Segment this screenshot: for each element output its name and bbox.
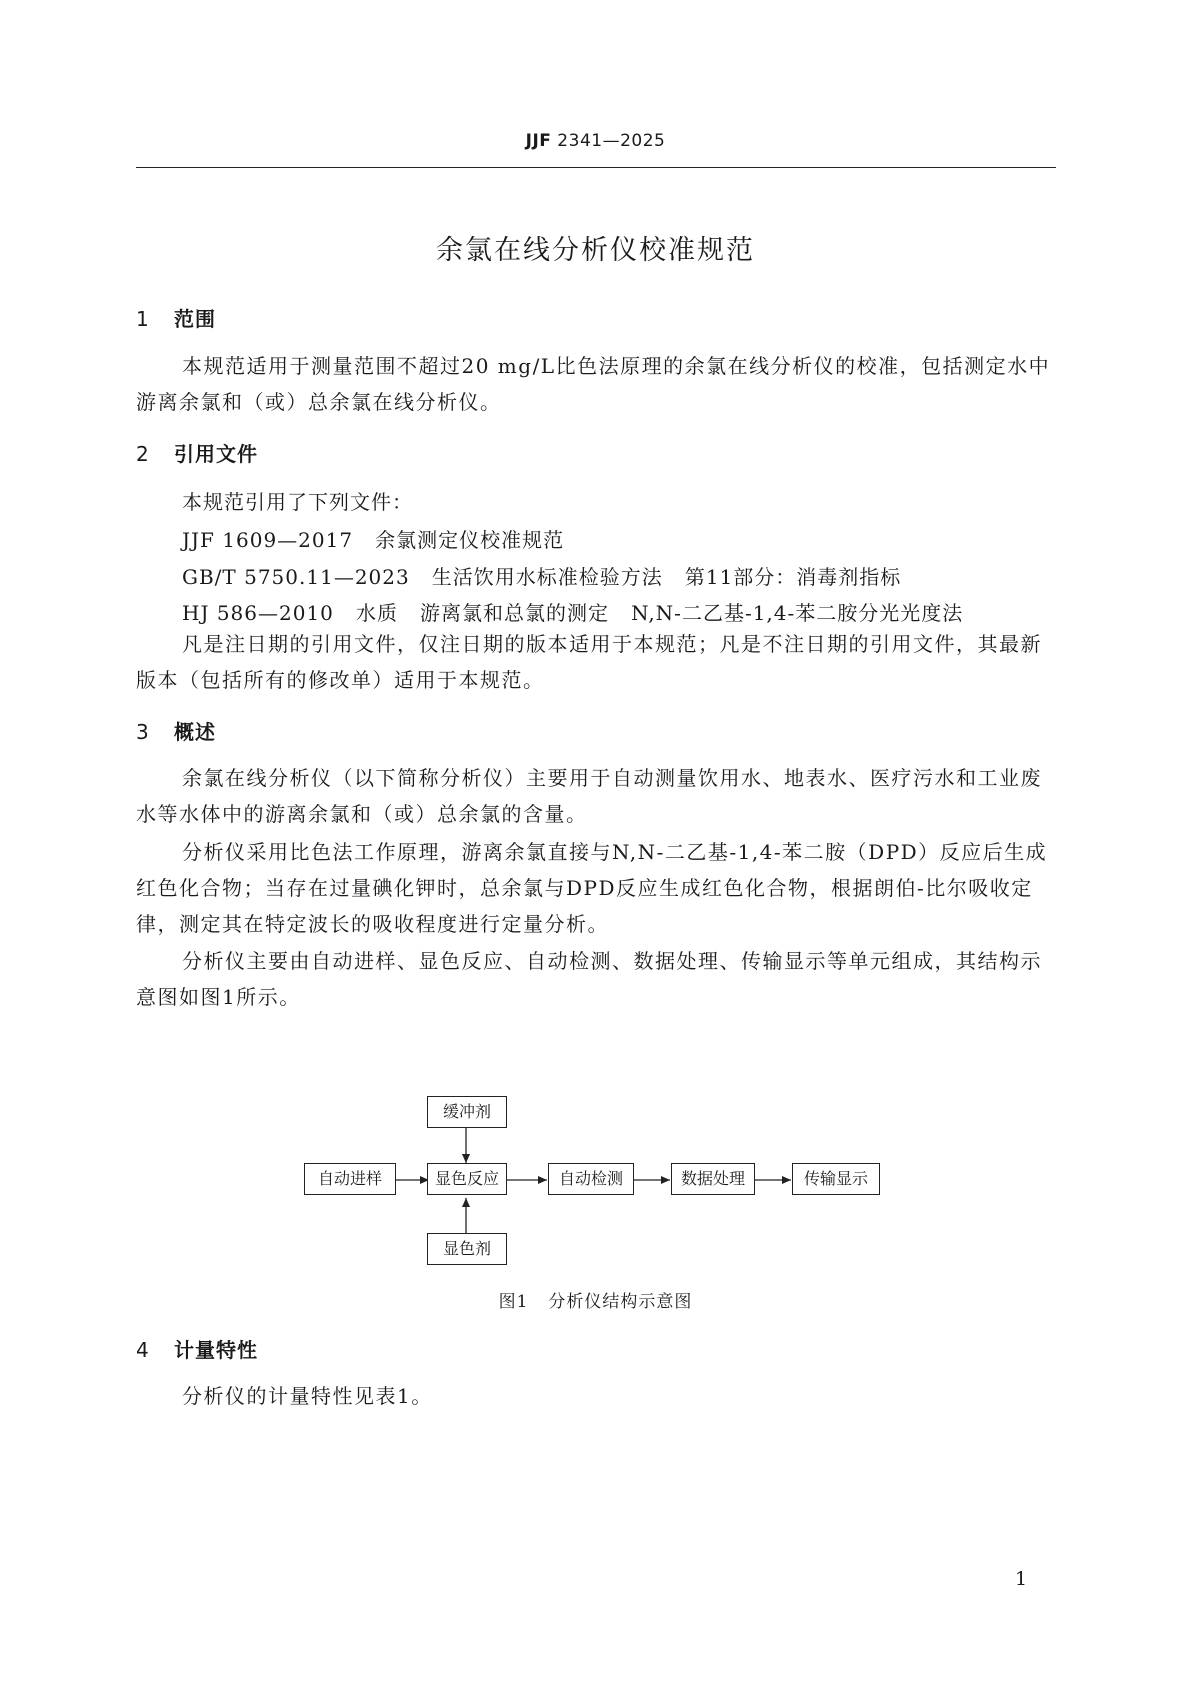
section-title: 概述	[174, 720, 216, 744]
section-title: 范围	[174, 307, 216, 331]
section-number: 4	[136, 1338, 150, 1362]
reference-item: JJF 1609—2017 余氯测定仪校准规范	[182, 528, 565, 552]
paragraph-text: 本规范适用于测量范围不超过20 mg/L比色法原理的余氯在线分析仪的校准，包括测定水中游离余氯和（或）总余氯在线分析仪。	[136, 354, 1051, 414]
paragraph-text: 分析仪的计量特性见表1。	[182, 1384, 433, 1408]
section-3-paragraph-1	[136, 760, 1056, 832]
section-3-paragraph-2	[136, 834, 1056, 942]
section-number: 1	[136, 307, 150, 331]
diagram-box-reagent: 显色剂	[427, 1233, 507, 1265]
paragraph-text: 凡是注日期的引用文件，仅注日期的版本适用于本规范；凡是不注日期的引用文件，其最新版本（包括所有的修改单）适用于本规范。	[136, 632, 1042, 692]
diagram-box-buffer: 缓冲剂	[427, 1096, 507, 1128]
figure-caption	[0, 1287, 1191, 1312]
section-title: 计量特性	[174, 1338, 258, 1362]
section-number: 2	[136, 442, 150, 466]
section-3-paragraph-3	[136, 943, 1056, 1015]
section-4-paragraph	[136, 1378, 1056, 1414]
references-note	[136, 626, 1056, 698]
page-number: 1	[1015, 1568, 1028, 1590]
document-header	[0, 131, 1191, 151]
figure-caption-text: 分析仪结构示意图	[548, 1292, 693, 1312]
section-1-paragraph	[136, 348, 1056, 420]
section-4-heading	[136, 1334, 258, 1363]
section-2-heading	[136, 438, 258, 467]
reference-item: HJ 586—2010 水质 游离氯和总氯的测定 N,N-二乙基-1,4-苯二胺分光光度法	[182, 601, 964, 625]
reference-item: GB/T 5750.11—2023 生活饮用水标准检验方法 第11部分：消毒剂指标	[182, 565, 902, 589]
header-code-number: 2341—2025	[551, 131, 666, 151]
paragraph-text: 分析仪采用比色法工作原理，游离余氯直接与N,N-二乙基-1,4-苯二胺（DPD）反应后生成红色化合物；当存在过量碘化钾时，总余氯与DPD反应生成红色化合物，根据朗伯-比尔吸收定律，测定其在特定波长的吸收程度进行定量分析。	[136, 840, 1048, 936]
references-intro: 本规范引用了下列文件：	[182, 490, 413, 514]
paragraph-text: 分析仪主要由自动进样、显色反应、自动检测、数据处理、传输显示等单元组成，其结构示意图如图1所示。	[136, 949, 1042, 1009]
diagram-box-sampling: 自动进样	[304, 1163, 396, 1195]
diagram-box-detection: 自动检测	[548, 1163, 634, 1195]
section-number: 3	[136, 720, 150, 744]
section-1-heading	[136, 303, 216, 332]
figure-caption-number: 图1	[498, 1292, 529, 1312]
diagram-box-display: 传输显示	[792, 1163, 880, 1195]
page-title: 余氯在线分析仪校准规范	[436, 235, 755, 266]
header-code-prefix: JJF	[525, 131, 552, 151]
section-title: 引用文件	[174, 442, 258, 466]
section-3-heading	[136, 716, 216, 745]
paragraph-text: 余氯在线分析仪（以下简称分析仪）主要用于自动测量饮用水、地表水、医疗污水和工业废水等水体中的游离余氯和（或）总余氯的含量。	[136, 766, 1042, 826]
header-rule	[136, 167, 1056, 168]
diagram-box-reaction: 显色反应	[427, 1163, 507, 1195]
diagram-box-processing: 数据处理	[671, 1163, 755, 1195]
